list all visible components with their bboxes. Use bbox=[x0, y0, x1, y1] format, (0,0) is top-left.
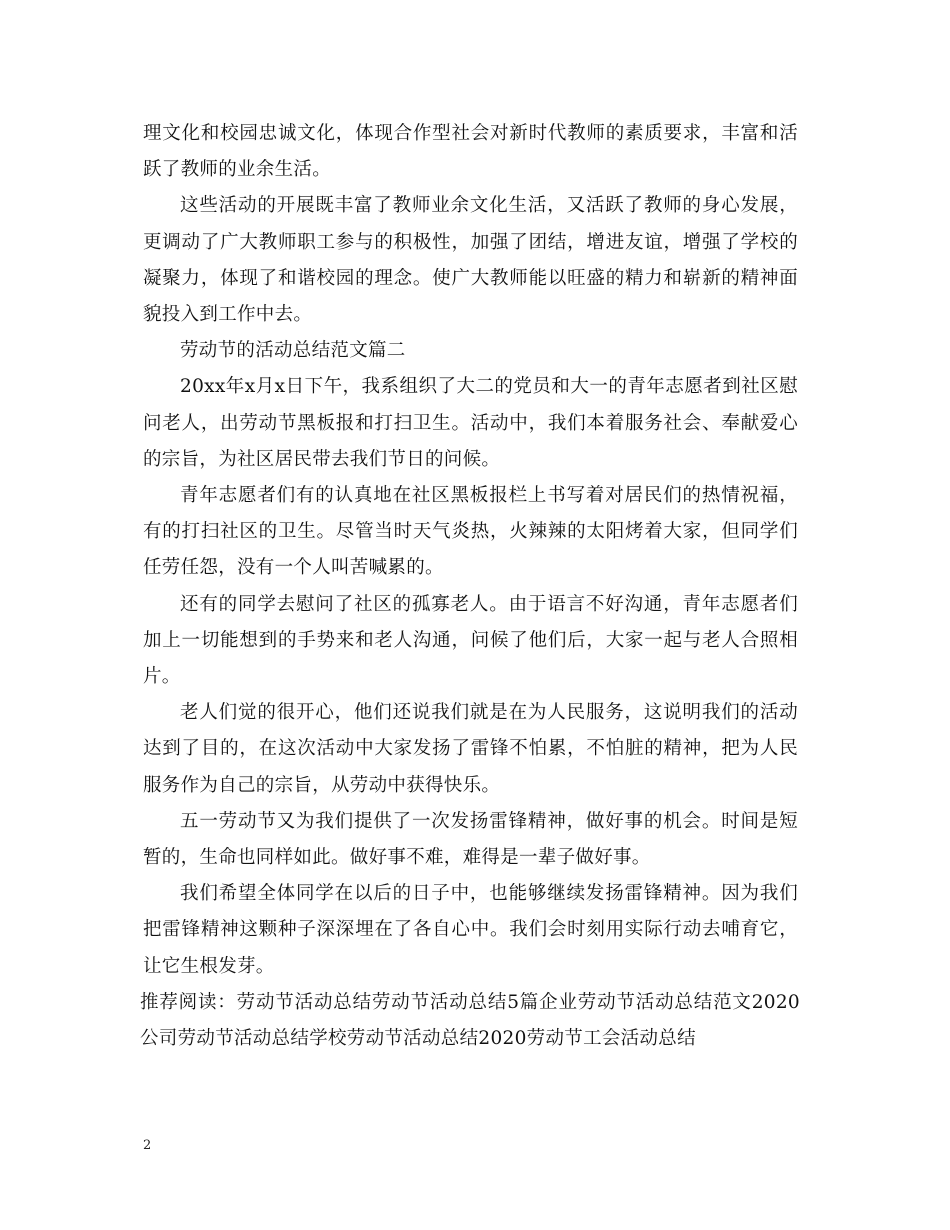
paragraph-volunteers: 青年志愿者们有的认真地在社区黑板报栏上书写着对居民们的热情祝福，有的打扫社区的卫生。尽管当时天气炎热，火辣辣的太阳烤着大家，但同学们任劳任怨，没有一个人叫苦喊累的。 bbox=[143, 485, 798, 579]
paragraph-visiting-elderly: 还有的同学去慰问了社区的孤寡老人。由于语言不好沟通，青年志愿者们加上一切能想到的手势来和老人沟通，问候了他们后，大家一起与老人合照相片。 bbox=[143, 593, 798, 688]
page-number: 2 bbox=[143, 1138, 152, 1153]
paragraph-activities-summary: 这些活动的开展既丰富了教师业余文化生活，又活跃了教师的身心发展，更调动了广大教师职工参与的积极性，加强了团结，增进友谊，增强了学校的凝聚力，体现了和谐校园的理念。使广大教师能以旺盛的精力和崭新的精神面貌投入到工作中去。 bbox=[143, 195, 798, 326]
paragraph-continuation: 理文化和校园忠诚文化，体现合作型社会对新时代教师的素质要求，丰富和活跃了教师的业余生活。 bbox=[143, 123, 798, 181]
paragraph-elderly-happy: 老人们觉的很开心，他们还说我们就是在为人民服务，这说明我们的活动达到了目的，在这次活动中大家发扬了雷锋不怕累，不怕脏的精神，把为人民服务作为自己的宗旨，从劳动中获得快乐。 bbox=[143, 702, 798, 796]
paragraph-event-intro: 20xx年x月x日下午，我系组织了大二的党员和大一的青年志愿者到社区慰问老人，出劳动节黑板报和打扫卫生。活动中，我们本着服务社会、奉献爱心的宗旨，为社区居民带去我们节日的问候。 bbox=[143, 376, 798, 470]
section-heading: 劳动节的活动总结范文篇二 bbox=[180, 340, 406, 362]
paragraph-hope: 我们希望全体同学在以后的日子中，也能够继续发扬雷锋精神。因为我们把雷锋精神这颗种子深深埋在了各自心中。我们会时刻用实际行动去哺育它，让它生根发芽。 bbox=[143, 883, 798, 977]
recommended-reading: 推荐阅读：劳动节活动总结劳动节活动总结5篇企业劳动节活动总结范文2020公司劳动节活动总结学校劳动节活动总结2020劳动节工会活动总结 bbox=[140, 991, 800, 1050]
document-body bbox=[140, 116, 800, 1057]
paragraph-may-day: 五一劳动节又为我们提供了一次发扬雷锋精神，做好事的机会。时间是短暂的，生命也同样如此。做好事不难，难得是一辈子做好事。 bbox=[143, 810, 798, 869]
